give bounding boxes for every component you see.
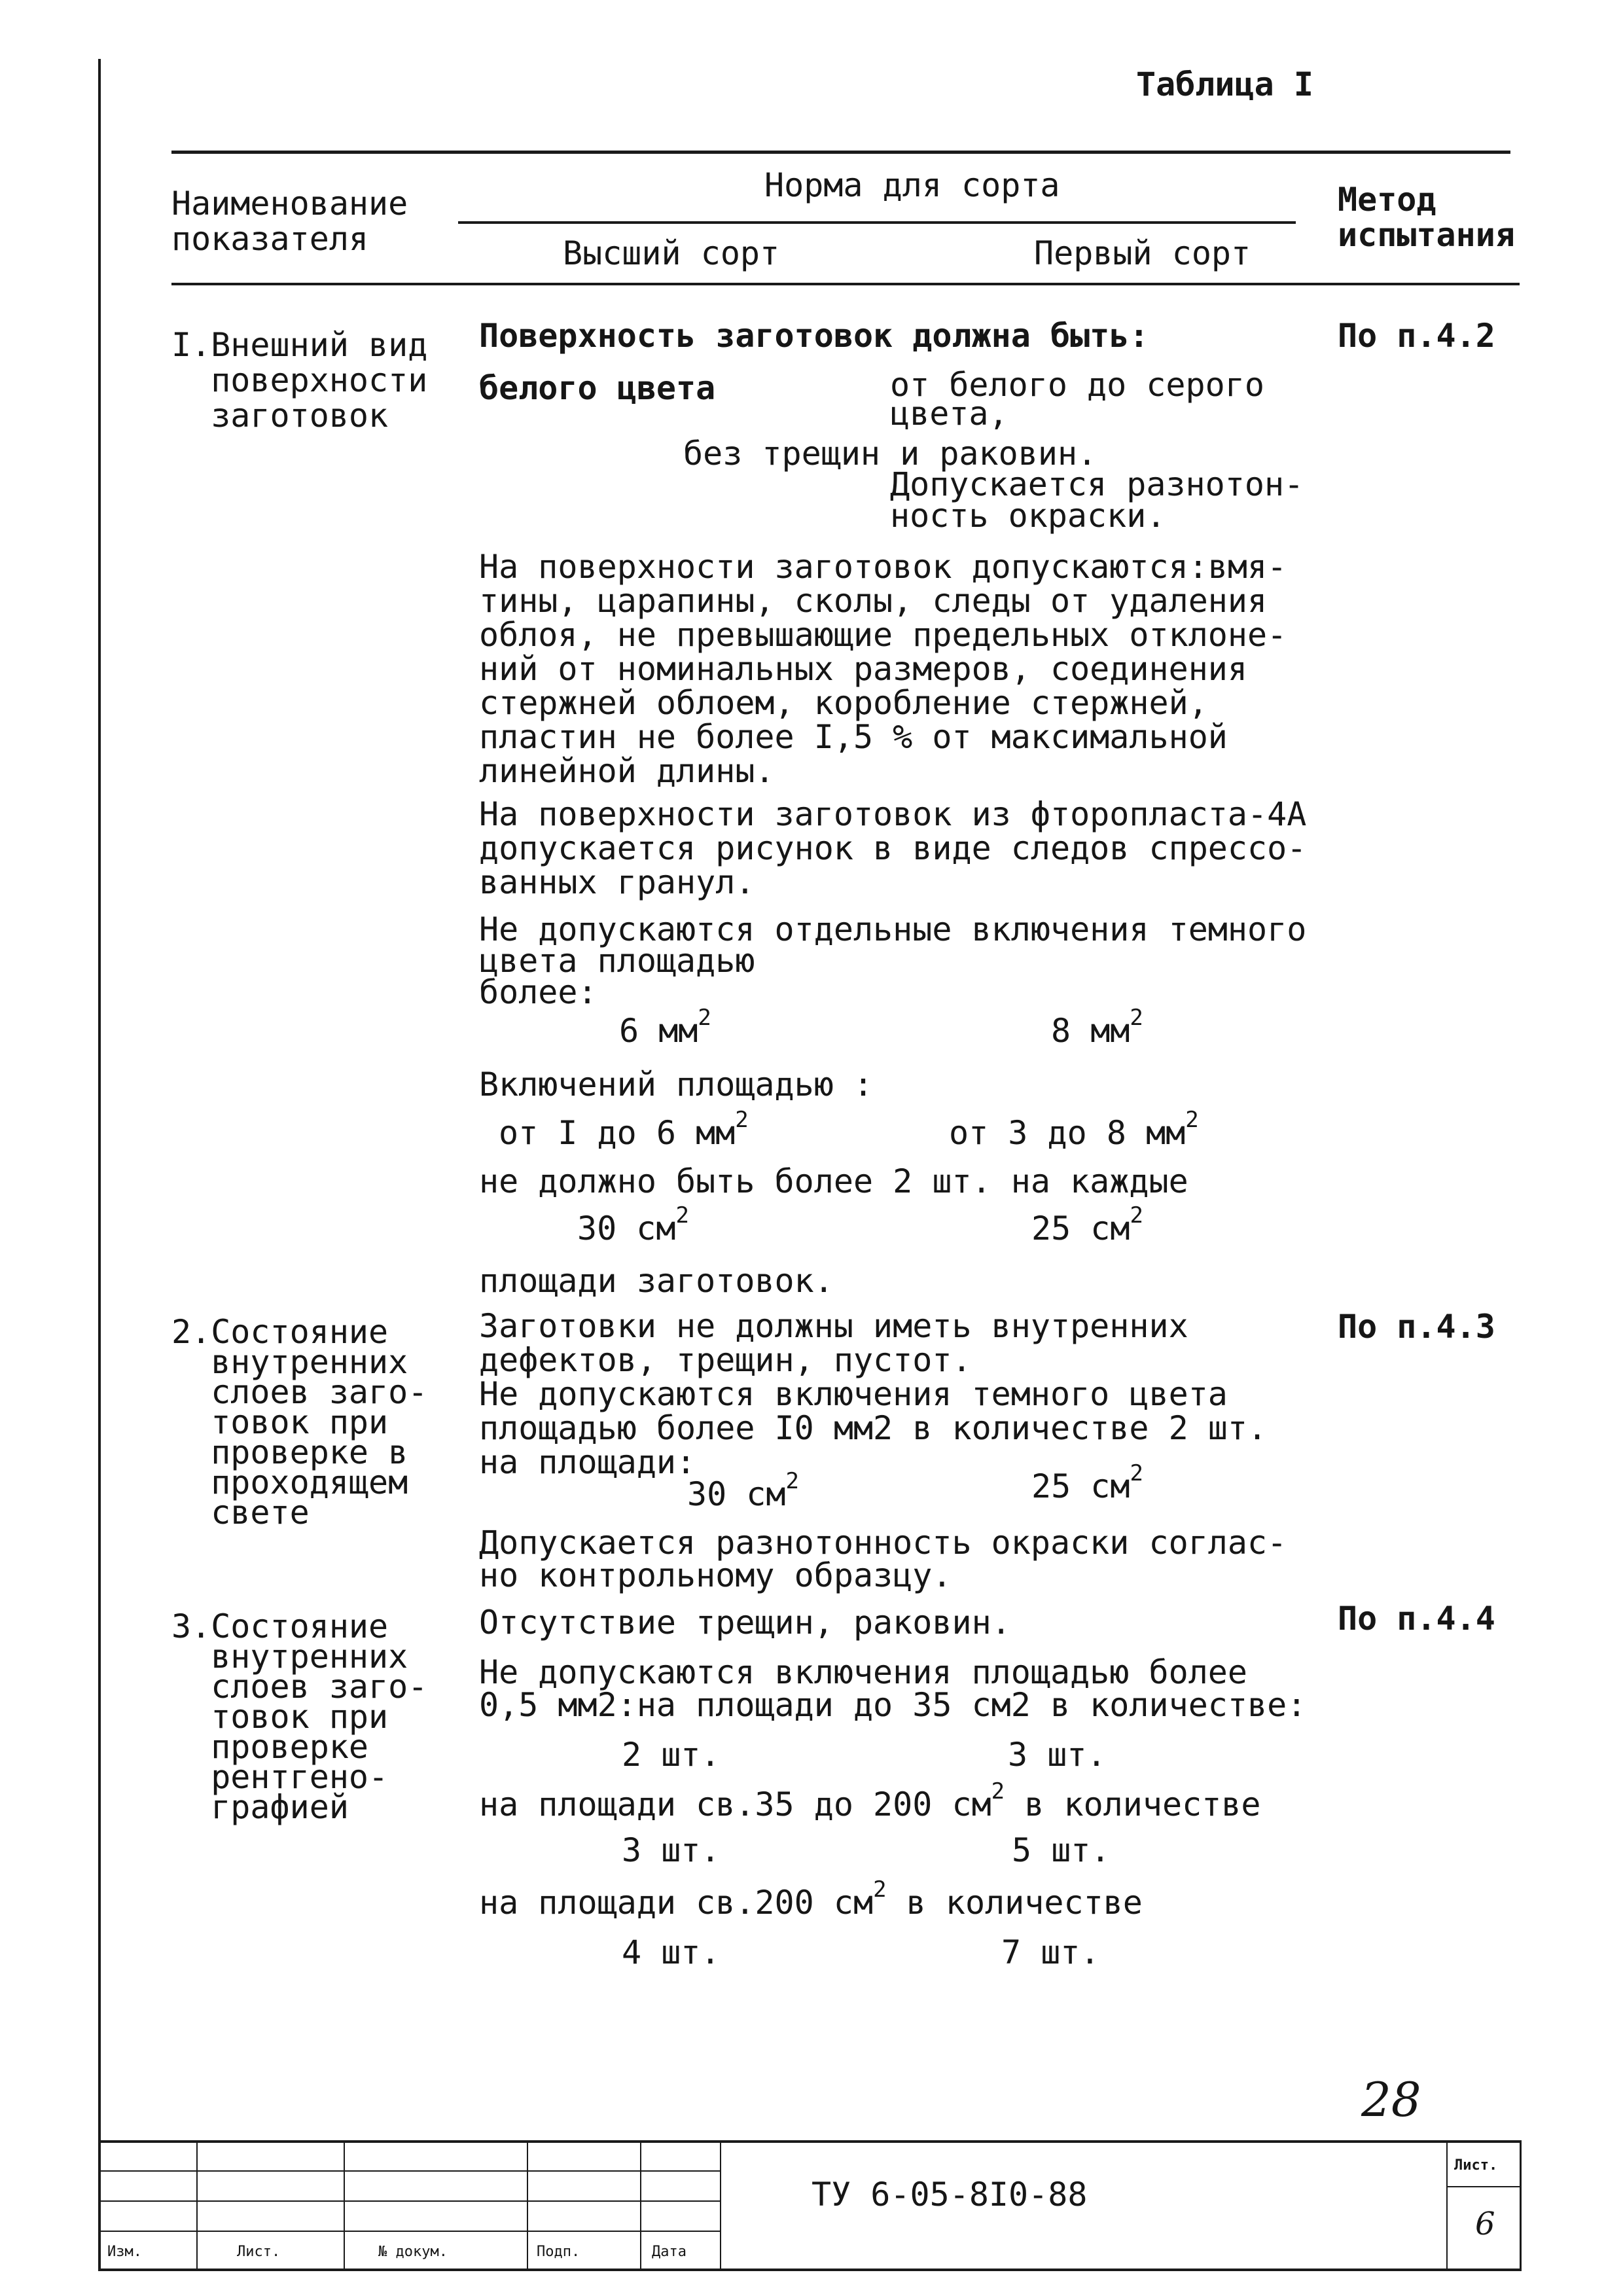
- stamp-bottom-rule: [98, 2269, 1522, 2271]
- stamp-rule-1: [98, 2170, 720, 2172]
- stamp-col-5: [720, 2140, 721, 2270]
- row3-p2-first: 3 шт.: [1008, 1736, 1107, 1774]
- header-bottom-rule: [171, 283, 1520, 285]
- row3-p4: на площади св.200 $см^2$ в количестве: [479, 1876, 1143, 1922]
- row3-p4-high: 4 шт.: [622, 1933, 721, 1971]
- norm-rule: [458, 221, 1296, 224]
- table-title: Таблица I: [1136, 65, 1313, 103]
- stamp-col-3: [527, 2140, 528, 2270]
- sheet-label: Лист.: [1454, 2157, 1498, 2174]
- row2-method: По п.4.3: [1338, 1308, 1495, 1346]
- row1-p1-high: белого цвета: [479, 369, 716, 407]
- row1-p3: На поверхности заготовок из фторопласта-4А допускается рисунок в виде следов спрессо- ванных гранул.: [479, 795, 1307, 901]
- row1-p4-high: 6 $мм^2$: [619, 1005, 711, 1050]
- column-name-header: Наименование показателя: [171, 185, 408, 258]
- stamp-col-4: [640, 2140, 641, 2270]
- row1-p6: не должно быть более 2 шт. на каждые: [479, 1162, 1188, 1200]
- row2-p2: Допускается разнотонность окраски соглас- но контрольному образцу.: [479, 1524, 1287, 1594]
- stamp-izm-label: Изм.: [107, 2244, 142, 2260]
- norm-header: Норма для сорта: [764, 166, 1060, 204]
- page-left-border: [98, 59, 101, 2271]
- row1-p1-first2: Допускается разнотон- ность окраски.: [890, 465, 1304, 535]
- row3-p3: на площади св.35 до 200 $см^2$ в количестве: [479, 1778, 1261, 1823]
- row1-p1: Поверхность заготовок должна быть:: [479, 317, 1149, 355]
- row1-p5-high: от I до 6 $мм^2$: [499, 1107, 749, 1152]
- stamp-col-6: [1446, 2140, 1448, 2270]
- row1-p4: Не допускаются отдельные включения темного цвета площадью более:: [479, 910, 1307, 1011]
- row3-p3-first: 5 шт.: [1012, 1831, 1111, 1869]
- sheet-number: 6: [1475, 2206, 1495, 2242]
- method-header: Метод испытания: [1338, 181, 1515, 254]
- row1-p2: На поверхности заготовок допускаются:вмя- тины, царапины, сколы, следы от удаления облоя, не превышающие предельных отклоне- ний от номинальных размеров, соединения стержней облоем, коробление стержней, пластин не более I,5 % от максимальной линейной длины.: [479, 548, 1287, 790]
- row2-p1-high: 30 $см^2$: [687, 1468, 799, 1513]
- header-top-rule: [171, 151, 1510, 154]
- row2-name: 2.Состояние внутренних слоев заго- товок при проверке в проходящем свете: [171, 1313, 428, 1532]
- stamp-top-rule: [98, 2140, 1522, 2143]
- page-right-border: [1520, 2140, 1522, 2271]
- document-designation: ТУ 6-05-8I0-88: [812, 2176, 1088, 2214]
- sheet-cell-rule: [1446, 2186, 1522, 2187]
- row2-p1: Заготовки не должны иметь внутренних дефектов, трещин, пустот. Не допускаются включения темного цвета площадью более I0 мм2 в количестве 2 шт. на площади:: [479, 1307, 1268, 1481]
- row3-name: 3.Состояние внутренних слоев заго- товок при проверке рентгено- графией: [171, 1607, 428, 1826]
- grade-first-header: Первый сорт: [1034, 234, 1251, 272]
- stamp-list-label: Лист.: [237, 2244, 281, 2260]
- row1-p4-first: 8 $мм^2$: [1051, 1005, 1143, 1050]
- row2-p1-first: 25 $см^2$: [1031, 1460, 1143, 1505]
- handwritten-page-number: 28: [1361, 2072, 1421, 2127]
- row1-p7: площади заготовок.: [479, 1262, 834, 1300]
- stamp-podp-label: Подп.: [537, 2244, 580, 2260]
- row1-p1-first: от белого до серого цвета,: [890, 366, 1264, 433]
- row1-p6-high: 30 $см^2$: [577, 1202, 689, 1247]
- row3-p3-high: 3 шт.: [622, 1831, 721, 1869]
- stamp-doc-label: № докум.: [378, 2244, 448, 2260]
- stamp-rule-3: [98, 2231, 720, 2232]
- stamp-rule-2: [98, 2200, 720, 2202]
- row3-method: По п.4.4: [1338, 1600, 1495, 1638]
- stamp-data-label: Дата: [652, 2244, 687, 2260]
- row3-p2: Не допускаются включения площадью более 0,5 мм2:на площади до 35 см2 в количестве:: [479, 1653, 1307, 1724]
- row1-name: I.Внешний вид поверхности заготовок: [171, 326, 428, 435]
- row1-p5: Включений площадью :: [479, 1066, 874, 1103]
- row1-method: По п.4.2: [1338, 317, 1495, 355]
- row1-p1-both: без трещин и раковин.: [683, 435, 1097, 473]
- stamp-col-2: [344, 2140, 345, 2270]
- stamp-col-1: [196, 2140, 198, 2270]
- row3-p1: Отсутствие трещин, раковин.: [479, 1604, 1011, 1641]
- row3-p2-high: 2 шт.: [622, 1736, 721, 1774]
- row3-p4-first: 7 шт.: [1001, 1933, 1100, 1971]
- row1-p5-first: от 3 до 8 $мм^2$: [949, 1107, 1199, 1152]
- grade-high-header: Высший сорт: [563, 234, 780, 272]
- row1-p6-first: 25 $см^2$: [1031, 1202, 1143, 1247]
